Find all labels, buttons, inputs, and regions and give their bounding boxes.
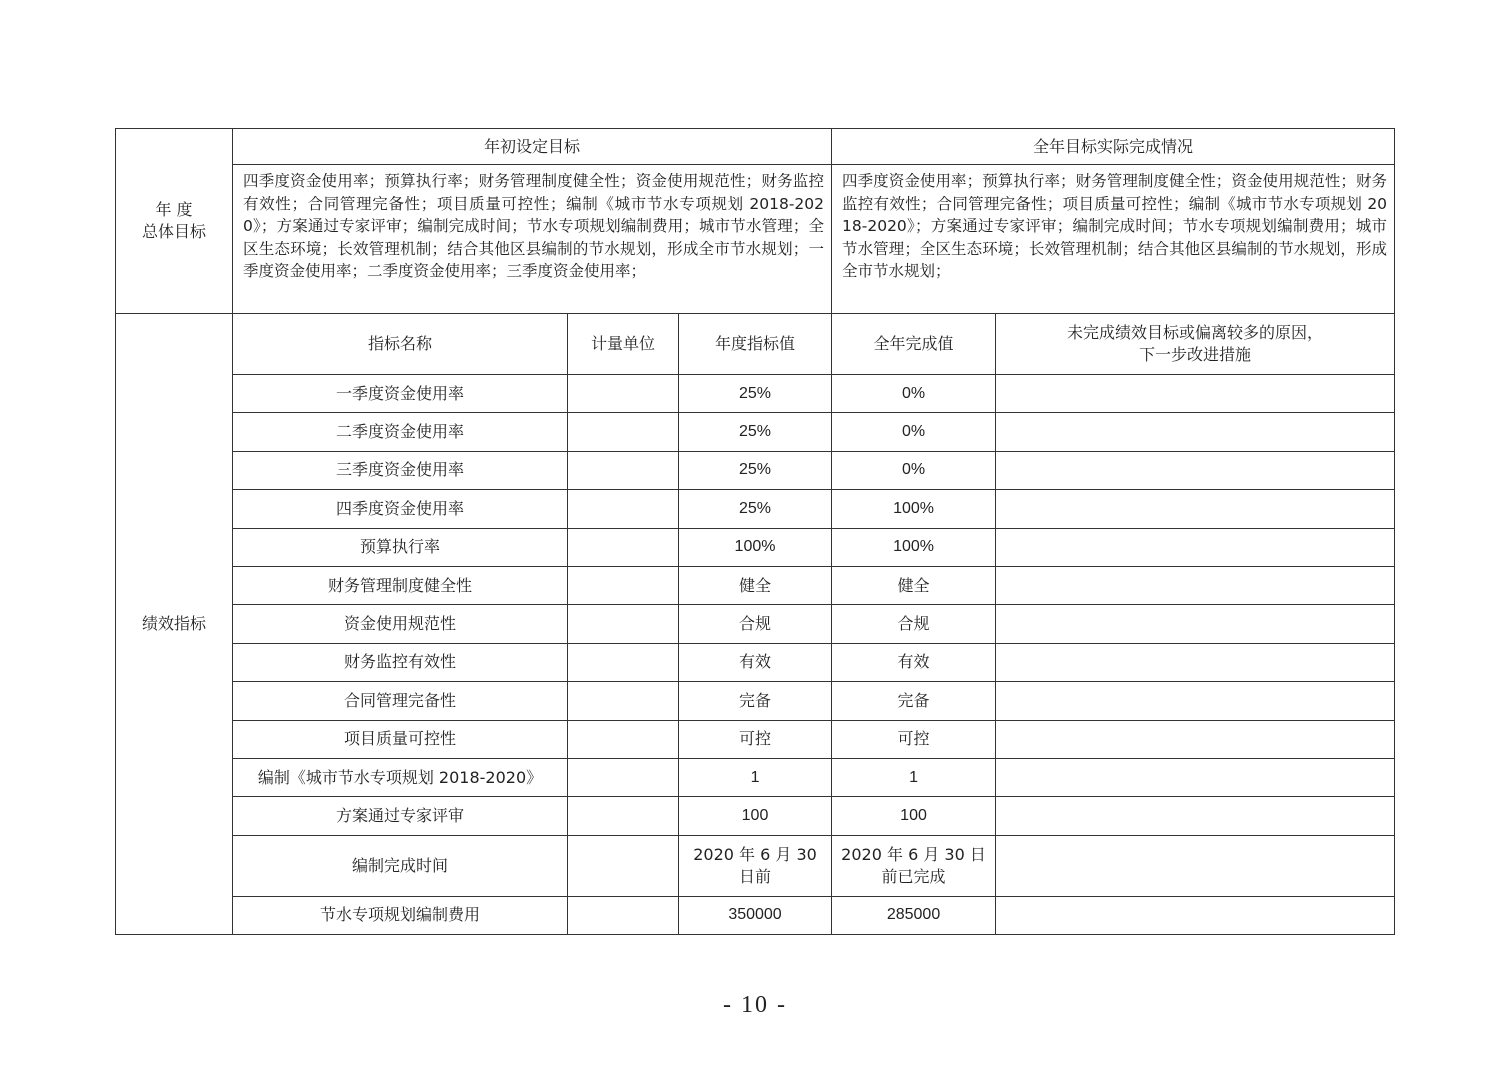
indicator-name-cell: 节水专项规划编制费用 (233, 896, 568, 934)
overall-goal-text-row (116, 165, 1395, 314)
indicator-actual-cell: 有效 (832, 643, 996, 681)
indicator-unit-cell (568, 528, 679, 566)
indicator-name-cell: 一季度资金使用率 (233, 375, 568, 413)
indicator-unit-cell (568, 375, 679, 413)
indicator-target-cell: 100% (679, 528, 832, 566)
indicator-reason-cell (996, 375, 1395, 413)
indicator-name-cell: 财务管理制度健全性 (233, 566, 568, 604)
indicator-actual-cell: 合规 (832, 605, 996, 643)
actual-goal-text: 四季度资金使用率；预算执行率；财务管理制度健全性；资金使用规范性；财务监控有效性；合同管理完备性；项目质量可控性；编制《城市节水专项规划 2018-2020》；方案通过专家评审；编制完成时间；节水专项规划编制费用；城市节水管理；全区生态环境；长效管理机制；结合其他区县编制的节水规划，形成全市节水规划； (832, 165, 1395, 314)
indicator-unit-cell (568, 896, 679, 934)
page-number: - 10 - (723, 992, 787, 1018)
indicator-actual-cell: 1 (832, 758, 996, 796)
indicator-name-cell: 资金使用规范性 (233, 605, 568, 643)
indicator-unit-cell (568, 797, 679, 835)
indicator-actual-cell: 健全 (832, 566, 996, 604)
indicator-reason-cell (996, 720, 1395, 758)
indicator-unit-cell (568, 451, 679, 489)
indicator-reason-cell (996, 797, 1395, 835)
indicator-unit-cell (568, 490, 679, 528)
indicator-unit-cell (568, 413, 679, 451)
indicator-reason-cell (996, 758, 1395, 796)
indicator-row (116, 682, 1395, 720)
indicator-row (116, 758, 1395, 796)
indicator-reason-cell (996, 566, 1395, 604)
indicator-target-cell: 350000 (679, 896, 832, 934)
indicator-target-cell: 25% (679, 451, 832, 489)
indicator-name-cell: 方案通过专家评审 (233, 797, 568, 835)
indicator-name-cell: 三季度资金使用率 (233, 451, 568, 489)
column-header-name: 指标名称 (233, 314, 568, 375)
indicator-row (116, 835, 1395, 896)
overall-goal-header-row (116, 129, 1395, 165)
indicator-target-cell: 100 (679, 797, 832, 835)
column-header-target: 年度指标值 (679, 314, 832, 375)
indicator-name-cell: 编制《城市节水专项规划 2018-2020》 (233, 758, 568, 796)
indicator-row (116, 375, 1395, 413)
indicator-unit-cell (568, 720, 679, 758)
overall-goal-label-text: 年 度 总体目标 (141, 200, 206, 241)
indicator-name-cell: 编制完成时间 (233, 835, 568, 896)
indicator-actual-cell: 100% (832, 528, 996, 566)
indicator-row (116, 720, 1395, 758)
initial-goal-text: 四季度资金使用率；预算执行率；财务管理制度健全性；资金使用规范性；财务监控有效性；合同管理完备性；项目质量可控性；编制《城市节水专项规划 2018-2020》；方案通过专家评审；编制完成时间；节水专项规划编制费用；城市节水管理；全区生态环境；长效管理机制；结合其他区县编制的节水规划，形成全市节水规划；一季度资金使用率；二季度资金使用率；三季度资金使用率； (233, 165, 832, 314)
indicator-target-cell: 1 (679, 758, 832, 796)
indicator-row (116, 797, 1395, 835)
indicator-actual-cell: 可控 (832, 720, 996, 758)
indicator-row (116, 490, 1395, 528)
indicator-reason-cell (996, 605, 1395, 643)
indicator-row (116, 528, 1395, 566)
indicator-target-cell: 25% (679, 375, 832, 413)
indicator-name-cell: 二季度资金使用率 (233, 413, 568, 451)
indicator-actual-cell: 0% (832, 413, 996, 451)
indicator-reason-cell (996, 413, 1395, 451)
indicator-actual-cell: 0% (832, 451, 996, 489)
indicator-reason-cell (996, 528, 1395, 566)
overall-goal-label (116, 129, 233, 314)
indicator-target-cell: 25% (679, 490, 832, 528)
indicator-reason-cell (996, 682, 1395, 720)
indicator-row (116, 413, 1395, 451)
indicator-unit-cell (568, 605, 679, 643)
indicator-actual-cell: 2020 年 6 月 30 日 前已完成 (832, 835, 996, 896)
indicator-name-cell: 预算执行率 (233, 528, 568, 566)
indicator-row (116, 566, 1395, 604)
indicator-unit-cell (568, 835, 679, 896)
indicator-actual-cell: 100 (832, 797, 996, 835)
indicator-unit-cell (568, 643, 679, 681)
indicator-row (116, 896, 1395, 934)
actual-goal-header: 全年目标实际完成情况 (832, 129, 1395, 165)
performance-table (115, 128, 1395, 935)
indicator-row (116, 605, 1395, 643)
indicator-actual-cell: 285000 (832, 896, 996, 934)
indicator-target-cell: 可控 (679, 720, 832, 758)
indicator-reason-cell (996, 643, 1395, 681)
indicator-name-cell: 四季度资金使用率 (233, 490, 568, 528)
indicator-header-row (116, 314, 1395, 375)
indicator-unit-cell (568, 682, 679, 720)
indicator-target-cell: 有效 (679, 643, 832, 681)
indicator-section-label (116, 314, 233, 935)
indicator-name-cell: 合同管理完备性 (233, 682, 568, 720)
indicator-unit-cell (568, 566, 679, 604)
indicator-unit-cell (568, 758, 679, 796)
column-header-actual: 全年完成值 (832, 314, 996, 375)
indicator-row (116, 643, 1395, 681)
column-header-unit: 计量单位 (568, 314, 679, 375)
initial-goal-header: 年初设定目标 (233, 129, 832, 165)
indicator-section-label-text: 绩效指标 (141, 614, 206, 634)
indicator-actual-cell: 100% (832, 490, 996, 528)
indicator-target-cell: 25% (679, 413, 832, 451)
indicator-target-cell: 合规 (679, 605, 832, 643)
indicator-target-cell: 2020 年 6 月 30 日前 (679, 835, 832, 896)
indicator-name-cell: 财务监控有效性 (233, 643, 568, 681)
indicator-reason-cell (996, 835, 1395, 896)
indicator-target-cell: 健全 (679, 566, 832, 604)
indicator-target-cell: 完备 (679, 682, 832, 720)
column-header-reason: 未完成绩效目标或偏离较多的原因， 下一步改进措施 (996, 314, 1395, 375)
indicator-reason-cell (996, 451, 1395, 489)
indicator-name-cell: 项目质量可控性 (233, 720, 568, 758)
indicator-reason-cell (996, 490, 1395, 528)
indicator-actual-cell: 0% (832, 375, 996, 413)
indicator-actual-cell: 完备 (832, 682, 996, 720)
indicator-reason-cell (996, 896, 1395, 934)
indicator-row (116, 451, 1395, 489)
